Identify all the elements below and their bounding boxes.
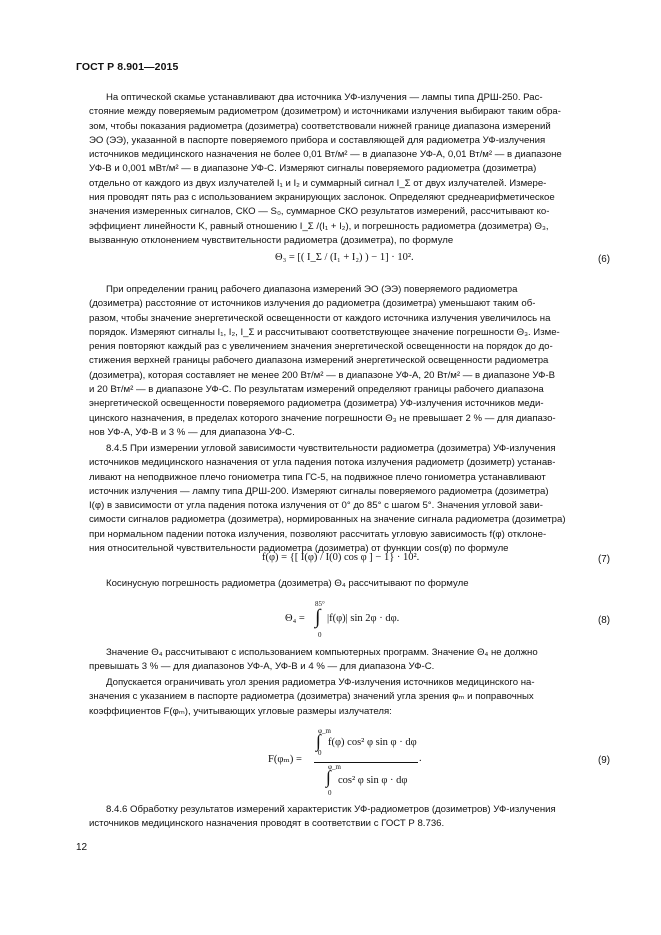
text-line: значения измеренных сигналов, СКО — S₀, суммарное СКО результатов измерений, рассчитывают ко- <box>89 206 550 218</box>
text-line: I(φ) в зависимости от угла падения потока излучения от 0° до 85° с шагом 5°. Значения угловой зави- <box>89 500 543 512</box>
page-number: 12 <box>76 842 88 853</box>
text-line: симости сигналов радиометра (дозиметра), нормированных на значение сигнала радиометра (дозиметра) <box>89 514 566 526</box>
formula-number-6: (6) <box>598 254 610 265</box>
text-line: зом, чтобы показания радиометра (дозиметра) соответствовали нижней границе диапазона измерений <box>89 120 551 132</box>
paragraph-4 <box>89 577 615 591</box>
text-line: коэффициентов F(φₘ), учитывающих угловые размеры излучателя: <box>89 705 392 717</box>
denominator-lower-limit: 0 <box>328 789 332 797</box>
text-line: цинского назначения, в пределах которого значение погрешности Θ₃ не превышает 2 % — для диапазо- <box>89 412 556 424</box>
text-line: УФ-В и 0,001 мВт/м² — в диапазоне УФ-С. Измеряют сигналы поверяемого радиометра (дозиметра) <box>89 163 537 175</box>
integral-sign-icon: ∫ <box>326 767 331 787</box>
document-header: ГОСТ Р 8.901—2015 <box>76 61 179 73</box>
text-line: ния проводят пять раз с использованием экранирующих заслонок. Определяют среднеарифметическое <box>89 192 555 204</box>
text-line: рения повторяют каждый раз с увеличением значения энергетической освещенности на порядок до до- <box>89 341 553 353</box>
text-line: источник излучения — лампу типа ДРШ-200. Измеряют сигналы поверяемого радиометра (дозиметра) <box>89 485 549 497</box>
text-line: отдельно от каждого из двух излучателей I₁ и I₂ и суммарный сигнал I_Σ от двух излучателей. Измере- <box>89 177 547 189</box>
formula-number-8: (8) <box>598 615 610 626</box>
text-line: Значение Θ₄ рассчитывают с использованием компьютерных программ. Значение Θ₄ не должно <box>106 647 538 658</box>
text-line: (дозиметра) расстояние от источников излучения до радиометра (дозиметра) уменьшают таким об- <box>89 298 536 310</box>
text-line: (дозиметра), которая составляет не менее 200 Вт/м² — в диапазоне УФ-А, 20 Вт/м² — в диапазоне УФ-В <box>89 369 556 381</box>
text-line: превышать 3 % — для диапазонов УФ-А, УФ-В и 4 % — для диапазона УФ-С. <box>89 661 435 673</box>
integral-integrand: |f(φ)| sin 2φ · dφ. <box>327 613 400 624</box>
paragraph-6 <box>89 676 615 719</box>
text-line: источников медицинского назначения не более 0,01 Вт/м² — в диапазоне УФ-А, 0,01 Вт/м² — в диапазоне <box>89 149 562 161</box>
text-line: разом, чтобы значение энергетической освещенности от каждого источника излучения увеличилось на <box>89 312 551 324</box>
integral-sign-icon: ∫ <box>315 606 321 628</box>
paragraph-7 <box>89 803 615 832</box>
formula-7: f(φ) = {[ I(φ) / I(0) cos φ ] − 1} · 10². <box>262 552 420 563</box>
text-line: источников медицинского назначения от угла падения потока излучения радиометр (дозиметр) устанав- <box>89 457 556 469</box>
text-line: эффициент линейности K, равный отношению I_Σ /(I₁ + I₂), и погрешность радиометра (дозиметра) Θ₃, <box>89 220 549 232</box>
numerator-lower-limit: 0 <box>318 749 322 757</box>
integral-sign-icon: ∫ <box>316 731 321 751</box>
text-line: стижения верхней границы рабочего диапазона измерений энергетической освещенности радиометра <box>89 355 549 367</box>
formula-8-lhs: Θ₄ = <box>285 613 305 624</box>
formula-9-period: . <box>419 753 422 764</box>
formula-number-9: (9) <box>598 755 610 766</box>
paragraph-5 <box>89 646 615 675</box>
numerator-upper-limit: φ_m <box>318 727 331 735</box>
text-line: источников медицинского назначения проводят в соответствии с ГОСТ Р 8.736. <box>89 818 445 830</box>
text-line: Допускается ограничивать угол зрения радиометра УФ-излучения источников медицинского на- <box>106 677 535 688</box>
text-line: На оптической скамье устанавливают два источника УФ-излучения — лампы типа ДРШ-250. Рас- <box>106 92 543 103</box>
paragraph-2 <box>89 283 615 440</box>
text-line: ния относительной чувствительности радиометра (дозиметра) от функции cos(φ) по формуле <box>89 543 509 555</box>
text-line: ЭО (ЭЭ), указанной в паспорте поверяемого прибора и составляющей для радиометра УФ-излучения <box>89 134 546 146</box>
paragraph-1 <box>89 91 615 248</box>
paragraph-3 <box>89 442 615 556</box>
formula-6: Θ₃ = [( I_Σ / (I₁ + I₂) ) − 1] · 10². <box>275 252 414 263</box>
formula-number-7: (7) <box>598 554 610 565</box>
text-line: значения с указанием в паспорте радиометра (дозиметра) значений угла зрения φₘ и поправочных <box>89 691 534 703</box>
denominator-integrand: cos² φ sin φ · dφ <box>338 775 408 786</box>
text-line: 8.4.5 При измерении угловой зависимости чувствительности радиометра (дозиметра) УФ-излучения <box>106 443 556 454</box>
integral-lower-limit: 0 <box>318 631 322 639</box>
text-line: при нормальном падении потока излучения, позволяют рассчитать угловую зависимость f(φ) отклоне- <box>89 528 547 540</box>
numerator-integrand: f(φ) cos² φ sin φ · dφ <box>328 737 417 748</box>
text-line: 8.4.6 Обработку результатов измерений характеристик УФ-радиометров (дозиметров) УФ-излучения <box>106 804 556 815</box>
text-line: ливают на неподвижное плечо гониометра типа ГС-5, на подвижное плечо гониометра устанавливают <box>89 471 546 483</box>
text-line: При определении границ рабочего диапазона измерений ЭО (ЭЭ) поверяемого радиометра <box>106 284 518 295</box>
integral-upper-limit: 85° <box>315 600 325 608</box>
text-line: Косинусную погрешность радиометра (дозиметра) Θ₄ рассчитывают по формуле <box>106 578 469 589</box>
text-line: порядок. Измеряют сигналы I₁, I₂, I_Σ и рассчитывают соответствующее значение погрешности Θ₃. Изме- <box>89 326 560 338</box>
denominator-upper-limit: φ_m <box>328 763 341 771</box>
formula-9-lhs: F(φₘ) = <box>268 754 302 765</box>
text-line: нов УФ-А, УФ-В и 3 % — для диапазона УФ-С. <box>89 426 295 438</box>
text-line: вызванную отклонением чувствительности радиометра (дозиметра), по формуле <box>89 234 454 246</box>
text-line: и 20 Вт/м² — в диапазоне УФ-С. По результатам измерений определяют границы рабочего диапазона <box>89 384 544 396</box>
text-line: энергетической освещенности поверяемого радиометра (дозиметра) УФ-излучения источников меди- <box>89 398 544 410</box>
text-line: стояние между поверяемым радиометром (дозиметром) и источниками излучения выбирают таким обра- <box>89 106 561 118</box>
